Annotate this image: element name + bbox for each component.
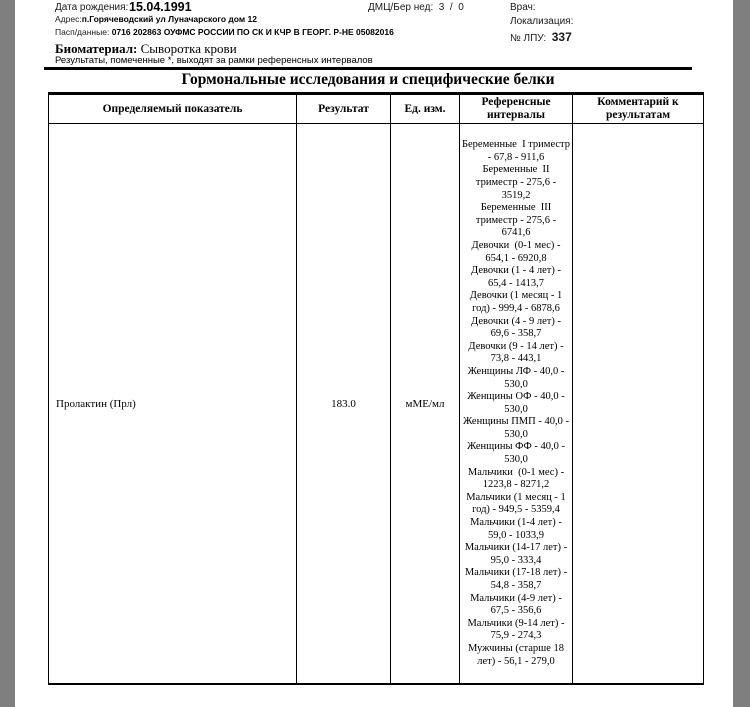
reference-interval: Мальчики (14-17 лет) - 95,0 - 333,4 [464, 542, 568, 566]
col-header-result: Результат [297, 94, 391, 124]
dmc-line [368, 2, 464, 13]
reference-note: Результаты, помеченные *, выходят за рамки референсных интервалов [55, 55, 373, 66]
reference-interval: Мужчины (старше 18 лет) - 56,1 - 279,0 [467, 642, 565, 667]
reference-interval: Женщины ОФ - 40,0 - 530,0 [467, 391, 565, 415]
results-table [48, 92, 704, 685]
reference-interval: Женщины ЛФ - 40,0 - 530,0 [467, 365, 565, 390]
dmc-label: ДМЦ/Бер нед: [368, 2, 434, 13]
col-header-unit: Ед. изм. [391, 94, 460, 124]
reference-interval: Девочки (0-1 мес) - 654,1 - 6920,8 [471, 239, 561, 264]
section-title: Гормональные исследования и специфические белки [181, 71, 555, 88]
lpu-label: № ЛПУ: [510, 33, 547, 44]
address-value: п.Горячеводский ул Луначарского дом 12 [81, 14, 257, 24]
unit-cell: мМЕ/мл [391, 124, 460, 684]
viewer-right-margin [733, 0, 750, 707]
passport-label: Пасп/данные: [55, 27, 110, 37]
birth-date-value: 15.04.1991 [129, 0, 192, 14]
reference-interval: Мальчики (9-14 лет) - 75,9 - 274,3 [467, 617, 565, 642]
lpu-value: 337 [551, 30, 572, 44]
col-header-indicator: Определяемый показатель [49, 94, 297, 124]
col-header-comment: Комментарий к результатам [573, 94, 704, 124]
indicator-cell: Пролактин (Прл) [49, 124, 297, 684]
reference-intervals-list [461, 139, 571, 668]
comment-cell [573, 124, 704, 684]
reference-interval: Мальчики (1-4 лет) - 59,0 - 1033,9 [470, 517, 562, 541]
col-header-reference: Референсные интервалы [460, 94, 573, 124]
viewer-left-margin [0, 0, 15, 707]
address-label: Адрес: [55, 14, 82, 24]
birth-date-label: Дата рождения: [55, 2, 129, 13]
reference-interval: Беременные III триместр - 275,6 - 6741,6 [475, 202, 557, 239]
biomaterial-value: Сыворотка крови [140, 41, 237, 56]
reference-interval: Мальчики (0-1 мес) - 1223,8 - 8271,2 [467, 466, 565, 491]
dmc-value: 3 / 0 [438, 2, 464, 13]
reference-interval: Беременные II триместр - 275,6 - 3519,2 [475, 164, 557, 201]
result-cell: 183.0 [297, 124, 391, 684]
reference-interval: Женщины ФФ - 40,0 - 530,0 [467, 441, 565, 466]
reference-interval: Мальчики (17-18 лет) - 54,8 - 358,7 [464, 567, 568, 591]
reference-interval: Девочки (9 - 14 лет) - 73,8 - 443,1 [468, 340, 564, 365]
reference-intervals-cell [460, 124, 573, 684]
reference-interval: Девочки (1 месяц - 1 год) - 999,4 - 6878,6 [469, 290, 563, 314]
reference-interval: Мальчики (4-9 лет) - 67,5 - 356,6 [470, 592, 562, 617]
reference-interval: Девочки (4 - 9 лет) - 69,6 - 358,7 [471, 315, 561, 340]
localization-label: Локализация: [510, 16, 574, 27]
reference-interval: Девочки (1 - 4 лет) - 65,4 - 1413,7 [471, 265, 561, 289]
table-header-row [49, 94, 704, 124]
reference-interval: Мальчики (1 месяц - 1 год) - 949,5 - 5359,4 [466, 491, 566, 516]
lpu-line [510, 30, 572, 44]
address-line [55, 14, 257, 24]
doctor-label: Врач: [510, 2, 536, 13]
passport-value: 0716 202863 ОУФМС РОССИИ ПО СК И КЧР В ГЕОРГ. Р-НЕ 05082016 [111, 27, 394, 37]
horizontal-rule [44, 67, 692, 70]
reference-interval: Беременные I триместр - 67,8 - 911,6 [461, 139, 570, 163]
table-row [49, 124, 704, 684]
reference-interval: Женщины ПМП - 40,0 - 530,0 [463, 416, 569, 440]
passport-line [55, 27, 394, 37]
biomaterial-label: Биоматериал: [55, 41, 138, 56]
